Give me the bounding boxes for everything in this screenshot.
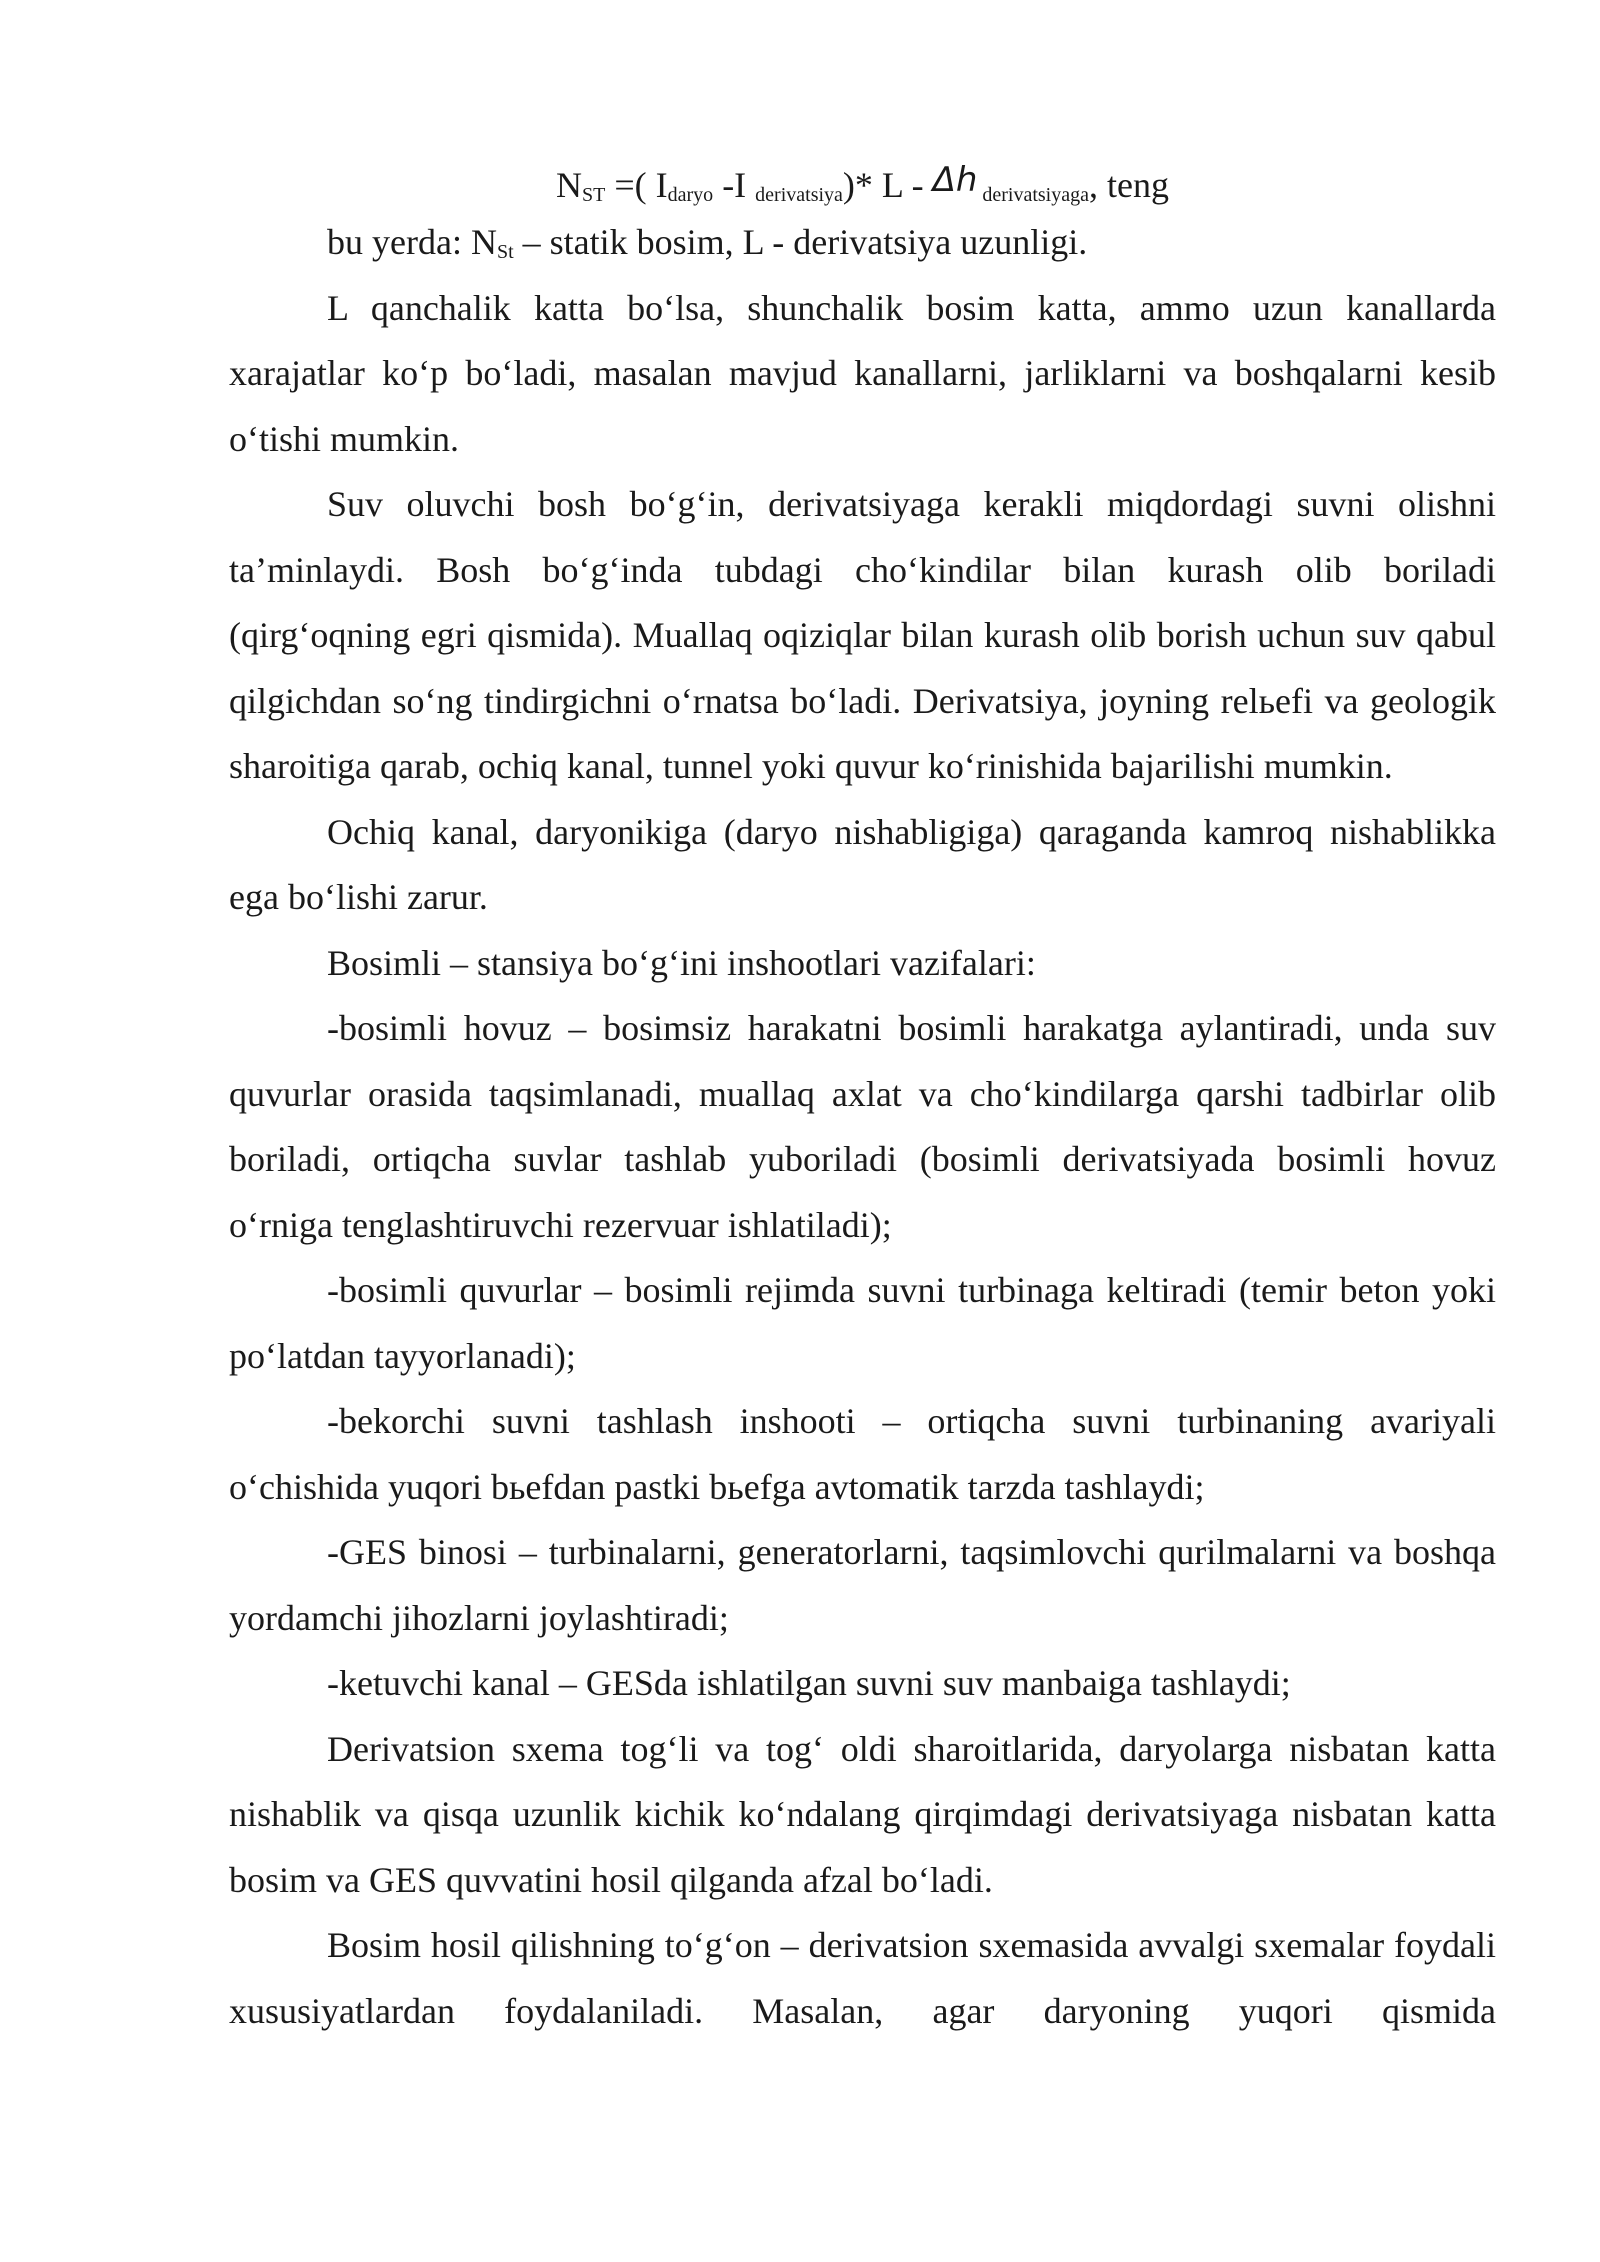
list-item: -bosimli hovuz – bosimsiz harakatni bosimli harakatga aylantiradi, unda suv quvurlar orasida taqsimlanadi, muallaq axlat va cho‘kindilarga qarshi tadbirlar olib boriladi, ortiqcha suvlar tashlab yuboriladi (bosimli derivatsiyada bosimli hovuz o‘rniga tenglashtiruvchi rezervuar ishlatiladi);: [229, 1008, 1496, 1245]
paragraph: Suv oluvchi bosh bo‘g‘in, derivatsiyaga kerakli miqdordagi suvni olishni ta’minlaydi. Bosh bo‘g‘inda tubdagi cho‘kindilar bilan kurash olib boriladi (qirg‘oqning egri qismida). Muallaq oqiziqlar bilan kurash olib borish uchun suv qabul qilgichdan so‘ng tindirgichni o‘rnatsa bo‘ladi. Derivatsiya, joyning relьefi va geologik sharoitiga qarab, ochiq kanal, tunnel yoki quvur ko‘rinishida bajarilishi mumkin.: [229, 484, 1496, 786]
formula-delta-h: Δh: [932, 160, 978, 200]
where-line: [229, 210, 1496, 276]
where-prefix: bu yerda: N: [327, 222, 497, 262]
static-pressure-formula: [229, 150, 1496, 210]
paragraph: Bosimli – stansiya bo‘g‘ini inshootlari vazifalari:: [327, 942, 1036, 983]
list-item: -bosimli quvurlar – bosimli rejimda suvni turbinaga keltiradi (temir beton yoki po‘latdan tayyorlanadi);: [229, 1270, 1496, 1376]
formula-n-subscript: ST: [582, 184, 606, 206]
where-subscript: St: [496, 241, 514, 263]
formula-open: =( I: [605, 165, 668, 205]
paragraph: Derivatsion sxema tog‘li va tog‘ oldi sharoitlarida, daryolarga nisbatan katta nishablik va qisqa uzunlik kichik ko‘ndalang qirqimdagi derivatsiyaga nisbatan katta bosim va GES quvvatini hosil qilganda afzal bo‘ladi.: [229, 1728, 1496, 1900]
paragraph: L qanchalik katta bo‘lsa, shunchalik bosim katta, ammo uzun kanallarda xarajatlar ko‘p bo‘ladi, masalan mavjud kanallarni, jarliklarni va boshqalarni kesib o‘tishi mumkin.: [229, 287, 1496, 459]
paragraph: Ochiq kanal, daryonikiga (daryo nishabligiga) qaraganda kamroq nishablikka ega bo‘lishi zarur.: [229, 811, 1496, 917]
list-item: -GES binosi – turbinalarni, generatorlarni, taqsimlovchi qurilmalarni va boshqa yordamchi jihozlarni joylashtiradi;: [229, 1532, 1496, 1638]
list-item: -ketuvchi kanal – GESda ishlatilgan suvni suv manbaiga tashlaydi;: [327, 1663, 1291, 1703]
paragraph: Bosim hosil qilishning to‘g‘on – derivatsion sxemasida avvalgi sxemalar foydali xususiyatlardan foydalaniladi. Masalan, agar daryoning yuqori qismida: [229, 1925, 1496, 2031]
formula-mid: )* L -: [842, 165, 933, 205]
formula-i1-subscript: daryo: [667, 184, 714, 206]
formula-n: N: [556, 165, 583, 205]
formula-i2-subscript: derivatsiya: [755, 184, 843, 206]
where-text: – statik bosim, L - derivatsiya uzunligi.: [513, 222, 1088, 262]
formula-minus-i: -I: [713, 165, 756, 205]
list-item: -bekorchi suvni tashlash inshooti – ortiqcha suvni turbinaning avariyali o‘chishida yuqori bьefdan pastki bьefga avtomatik tarzda tashlaydi;: [229, 1401, 1496, 1507]
formula-tail: , teng: [1089, 165, 1169, 205]
document-page: [229, 150, 1496, 2044]
formula-delta-subscript: derivatsiyaga: [977, 184, 1089, 206]
